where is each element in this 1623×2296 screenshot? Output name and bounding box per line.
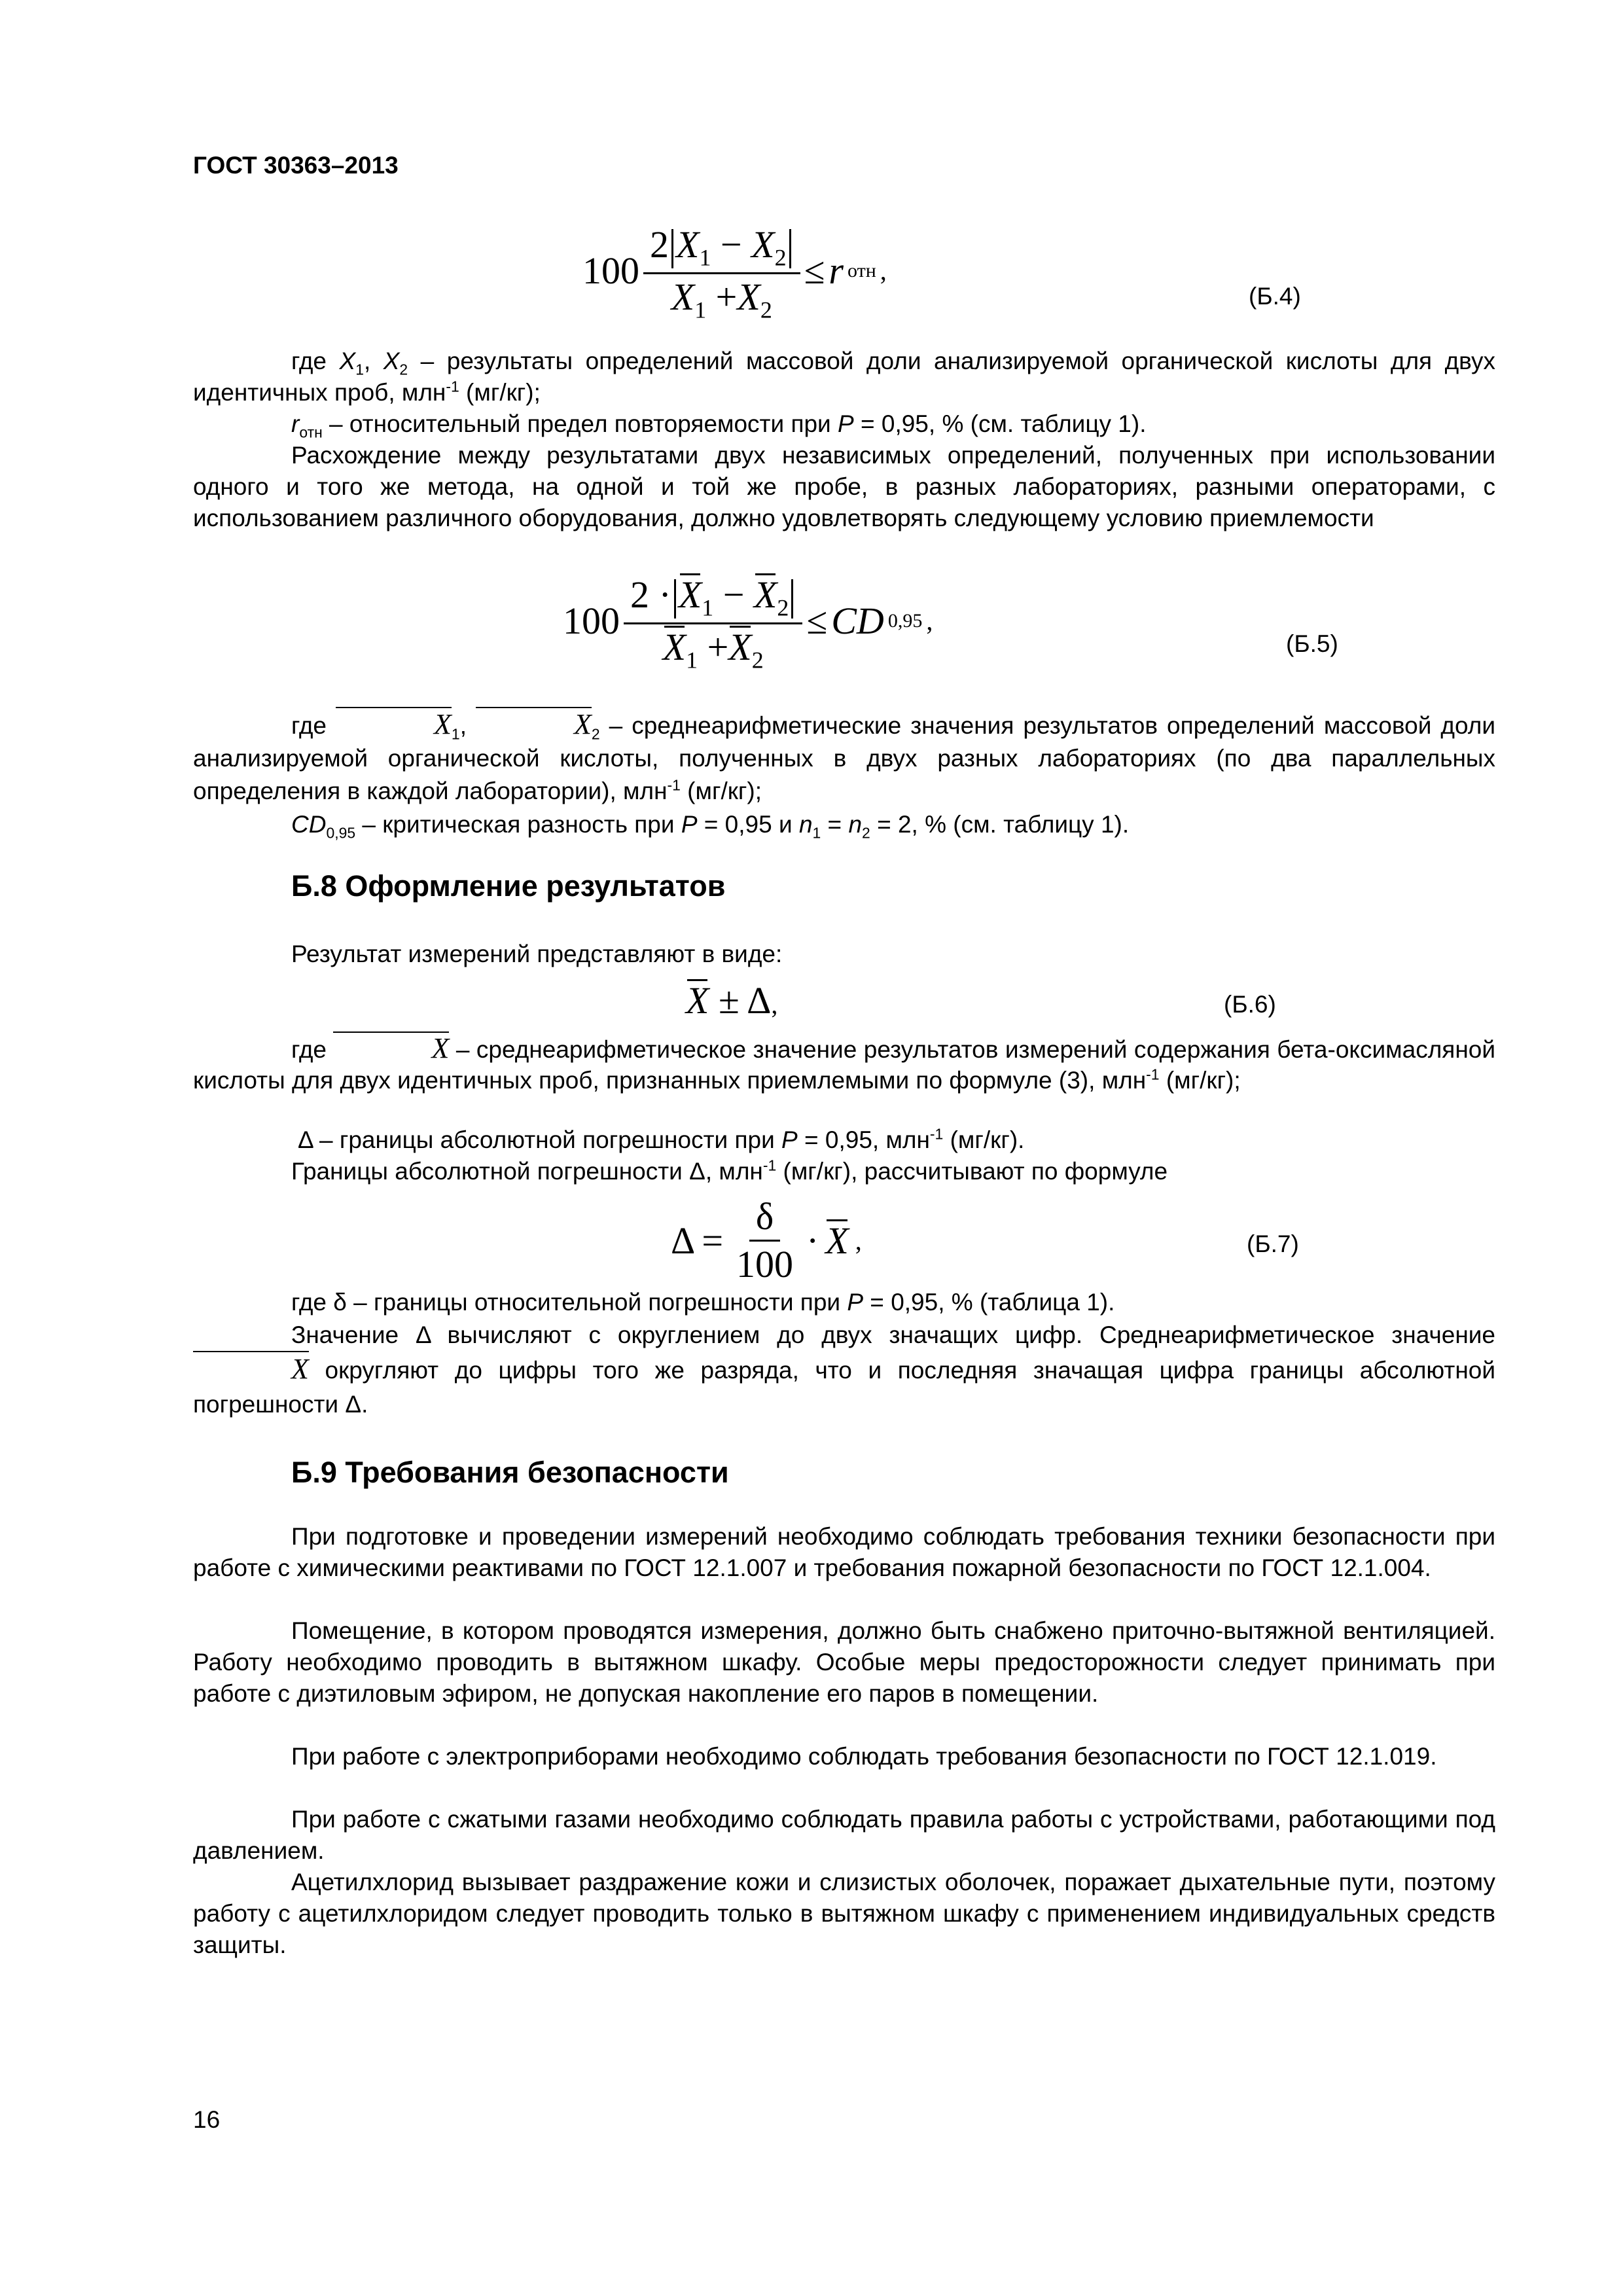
formula-b4-number: (Б.4)	[1249, 283, 1301, 310]
where-b6-delta: Δ – границы абсолютной погрешности при P = 0,95, млн$^{-1}$ (мг/кг).	[298, 1125, 1025, 1153]
formula-b5-fraction	[624, 573, 802, 673]
formula-b4-denominator: $X_1 +X_2$	[671, 275, 772, 323]
para-safety-4: При работе с сжатыми газами необходимо соблюдать правила работы с устройствами, работающими под давлением.	[193, 1806, 1495, 1864]
where-b5-x: где $X_1$, $X_2$ – среднеарифметические значения результатов определений массовой доли анализируемой органической кислоты, полученных в двух разных лабораториях (по два параллельных определения в каждой лаборатории), млн$^{-1}$ (мг/кг);	[193, 708, 1496, 804]
formula-b6: X ± Δ,	[686, 979, 778, 1022]
formula-b4-coef: 100	[582, 249, 639, 292]
formula-b7: Δ = $\frac{\delta}{100}$ · X ,	[671, 1195, 862, 1285]
where-b4-r: $r_{отн}$ – относительный предел повторяемости при P = 0,95, % (см. таблицу 1).	[291, 410, 1147, 441]
para-reproducibility: Расхождение между результатами двух независимых определений, полученных при использовании одного и того же метода, на одной и той же пробе, в разных лабораториях, разными операторами, с использованием различного оборудования, должно удовлетворять следующему условию приемлемости	[193, 442, 1495, 531]
para-safety-2: Помещение, в котором проводятся измерения, должно быть снабжено приточно-вытяжной вентиляцией. Работу необходимо проводить в вытяжном шкафу. Особые меры предосторожности следует принимать при работе с диэтиловым эфиром, не допуская накопление его паров в помещении.	[193, 1617, 1495, 1707]
where-b7-delta: где δ – границы относительной погрешности при P = 0,95, % (таблица 1).	[291, 1289, 1115, 1316]
formula-b4-r: r	[829, 249, 844, 292]
formula-b5-coef: 100	[563, 599, 620, 642]
para-safety-3: При работе с электроприборами необходимо соблюдать требования безопасности по ГОСТ 12.1.019.	[291, 1743, 1437, 1770]
where-b5-cd: $CD_{0,95}$ – критическая разность при P = 0,95 и $n_1 = n_2 = 2$, % (см. таблицу 1).	[291, 811, 1130, 842]
formula-b5-cd: CD	[831, 599, 884, 642]
abs-error-intro: Границы абсолютной погрешности Δ, млн$^{-1}$ (мг/кг), рассчитывают по формуле	[291, 1157, 1168, 1185]
formula-b7-fraction: $\frac{\delta}{100}$	[736, 1195, 794, 1285]
section-b9-heading: Б.9 Требования безопасности	[291, 1456, 729, 1489]
formula-b5-numerator: $2 \cdot X_1 - X_2$	[624, 576, 802, 624]
formula-b5-number: (Б.5)	[1286, 630, 1338, 657]
formula-b5-leq: ≤	[806, 599, 828, 642]
para-safety-5: Ацетилхлорид вызывает раздражение кожи и слизистых оболочек, поражает дыхательные пути, поэтому работу с ацетилхлоридом следует проводить только в вытяжном шкафу с применением индивидуальных средств защиты.	[193, 1869, 1495, 1958]
page-number: 16	[193, 2106, 221, 2133]
formula-b4-leq: ≤	[804, 249, 825, 292]
where-b4-x: где $X_1$, $X_2$ – результаты определений массовой доли анализируемой органической кислоты для двух идентичных проб, млн$^{-1}$ (мг/кг);	[193, 348, 1496, 406]
formula-b4: 100 $\frac{2 X_1 - X_2}{X_1 +X_2}$ ≤ r отн ,	[582, 223, 887, 323]
formula-b4-numerator: 2 $X_1 - X_2$	[643, 226, 800, 274]
formula-b5-denominator: $X_1 +X_2$	[662, 625, 764, 673]
document-header: ГОСТ 30363–2013	[193, 152, 399, 179]
para-rounding: Значение Δ вычисляют с округлением до двух значащих цифр. Среднеарифметическое значение X округляют до цифры того же разряда, что и последняя значащая цифра границы абсолютной погрешности Δ.	[193, 1321, 1495, 1418]
para-safety-1: При подготовке и проведении измерений необходимо соблюдать требования техники безопасности при работе с химическими реактивами по ГОСТ 12.1.007 и требования пожарной безопасности по ГОСТ 12.1.004.	[193, 1523, 1495, 1581]
section-b8-heading: Б.8 Оформление результатов	[291, 869, 726, 903]
result-intro: Результат измерений представляют в виде:	[291, 941, 783, 967]
formula-b6-xbar: X	[686, 979, 709, 1022]
formula-b5: 100 $\frac{2 \cdot X_1 - X_2}{X_1 +X_2}$ ≤ CD 0,95 ,	[563, 573, 933, 673]
formula-b6-number: (Б.6)	[1224, 991, 1276, 1018]
where-b6-x: где X – среднеарифметическое значение результатов измерений содержания бета-оксимасляной кислоты для двух идентичных проб, признанных приемлемыми по формуле (3), млн$^{-1}$ (мг/кг);	[193, 1032, 1495, 1094]
formula-b7-number: (Б.7)	[1247, 1230, 1299, 1257]
